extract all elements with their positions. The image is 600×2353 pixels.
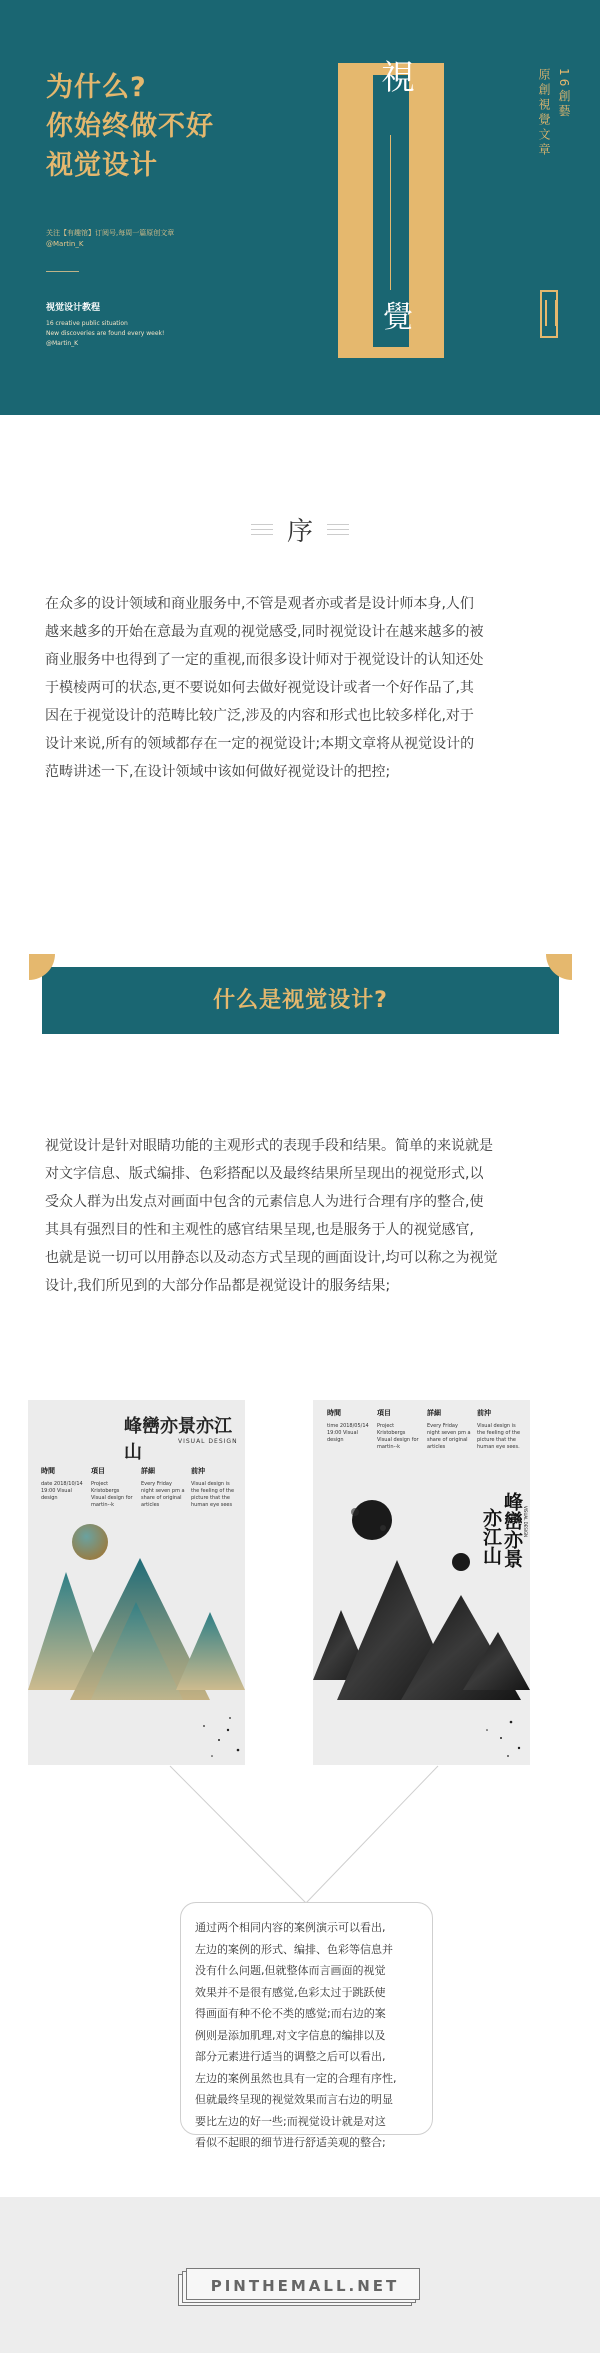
poster-column: [91, 1468, 135, 1509]
paragraph-line: 越来越多的开始在意最为直观的视觉感受,同时视觉设计在越来越多的被: [45, 624, 484, 640]
section-banner: [42, 967, 559, 1034]
course-info: [46, 300, 164, 349]
callout-line: 要比左边的好一些;而视觉设计就是对这: [195, 2114, 386, 2128]
column-head: 項目: [377, 1409, 391, 1417]
poster-vertical-title-1: 峰巒亦景: [501, 1492, 523, 1568]
column-body: date 2018/10/14 19:00 Visual design: [41, 1481, 83, 1501]
paragraph-line: 也就是说一切可以用静态以及动态方式呈现的画面设计,均可以称之为视觉: [45, 1250, 498, 1266]
callout-line: 通过两个相同内容的案例演示可以看出,: [195, 1921, 386, 1934]
paragraph-line: 设计来说,所有的领域都存在一定的视觉设计;本期文章将从视觉设计的: [45, 736, 475, 752]
hero-banner: [0, 0, 600, 415]
vertical-text-2: 原創視覺文章: [537, 68, 551, 158]
preface-title: 序: [286, 517, 313, 547]
poster-subtitle: VISUAL DESIGN: [178, 1438, 238, 1445]
paragraph-line: 范畴讲述一下,在设计领域中该如何做好视觉设计的把控;: [45, 764, 391, 780]
big-char-top: 視: [381, 58, 415, 98]
author-handle: @Martin_K: [46, 240, 84, 248]
vertical-text-1: 16創藝: [557, 68, 571, 120]
poster-right: [313, 1400, 530, 1765]
callout-box: [180, 1902, 433, 2149]
logo-text: PINTHEMALL.NET: [210, 2277, 400, 2295]
poster-column: [377, 1410, 421, 1451]
callout-line: 看似不起眼的细节进行舒适美观的整合;: [195, 2136, 386, 2149]
column-body: Every Friday night seven pm a share of original articles: [427, 1423, 471, 1450]
column-head: 詳細: [141, 1467, 155, 1475]
preface-heading: [0, 511, 600, 548]
callout-line: 效果并不是很有感觉,色彩太过于跳跃使: [195, 1985, 386, 1999]
big-char-bottom: 覺: [383, 300, 413, 335]
section-title: 什么是视觉设计?: [213, 988, 388, 1013]
paragraph-line: 视觉设计是针对眼睛功能的主观形式的表现手段和结果。简单的来说就是: [45, 1138, 493, 1154]
lines-decor-icon: [251, 524, 273, 535]
paragraph-line: 商业服务中也得到了一定的重视,而很多设计师对于视觉设计的认知还处: [45, 652, 484, 668]
paragraph-line: 其具有强烈目的性和主观性的感官结果呈现,也是服务于人的视觉感官,: [45, 1222, 474, 1238]
paragraph-line: 在众多的设计领域和商业服务中,不管是观者亦或者是设计师本身,人们: [45, 596, 474, 612]
poster-column: [477, 1410, 521, 1451]
lines-decor-icon: [327, 524, 349, 535]
paragraph-line: 对文字信息、版式编排、色彩搭配以及最终结果所呈现出的视觉形式,以: [45, 1166, 484, 1182]
callout-line: 但就最终呈现的视觉效果而言右边的明显: [195, 2093, 393, 2106]
section-paragraph: [45, 1132, 557, 1300]
column-body: time 2018/05/14 19:00 Visual design: [327, 1423, 369, 1443]
course-line: 16 creative public situation: [46, 320, 128, 327]
poster-column: [427, 1410, 471, 1451]
column-head: 前沖: [477, 1409, 491, 1417]
brand-logo-icon: [540, 290, 558, 338]
column-head: 詳細: [427, 1409, 441, 1417]
callout-line: 例则是添加肌理,对文字信息的编排以及: [195, 2028, 386, 2042]
course-title: 视觉设计教程: [46, 303, 101, 313]
poster-column: [141, 1468, 185, 1509]
hero-title-line-2: 你始终做不好: [46, 111, 214, 142]
footer: [0, 2197, 600, 2353]
hero-title-line-3: 视觉设计: [46, 150, 158, 181]
poster-column: [41, 1468, 85, 1502]
hero-title: [46, 68, 306, 185]
callout-connector-lines: [0, 1760, 600, 1910]
callout-line: 没有什么问题,但就整体而言画面的视觉: [195, 1964, 386, 1977]
course-line: New discoveries are found every week!: [46, 330, 165, 337]
column-head: 前沖: [191, 1467, 205, 1475]
paragraph-line: 设计,我们所见到的大部分作品都是视觉设计的服务结果;: [45, 1278, 391, 1294]
column-body: Project Kristobergs Visual design for martin--k: [91, 1481, 133, 1508]
paragraph-line: 受众人群为出发点对画面中包含的元素信息人为进行合理有序的整合,使: [45, 1194, 484, 1210]
hero-divider: [46, 271, 79, 272]
mountain-illustration: [313, 1400, 530, 1765]
pinthemall-logo[interactable]: [178, 2268, 420, 2306]
column-head: 時間: [41, 1467, 55, 1475]
column-body: Visual design is the feeling of the picture that the human eye sees: [191, 1481, 235, 1508]
paragraph-line: 于模棱两可的状态,更不要说如何去做好视觉设计或者一个好作品了,其: [45, 680, 474, 696]
preface-paragraph: [45, 590, 557, 786]
follow-text: 关注【有趣馆】订阅号,每周一篇原创文章: [46, 229, 175, 237]
hero-follow-text: [46, 228, 266, 250]
hero-title-line-1: 为什么?: [46, 72, 147, 103]
poster-left: [28, 1400, 245, 1765]
column-body: Project Kristobergs Visual design for martin--k: [377, 1423, 419, 1450]
poster-vertical-title-2: 亦江山: [480, 1508, 502, 1565]
column-body: Every Friday night seven pm a share of original articles: [141, 1481, 185, 1508]
callout-line: 得画面有种不伦不类的感觉;而右边的案: [195, 2007, 386, 2020]
poster-column: [327, 1410, 371, 1444]
poster-title: 峰巒亦景亦江山: [124, 1416, 232, 1463]
column-body: Visual design is the feeling of the picture that the human eye sees.: [477, 1423, 521, 1450]
callout-line: 左边的案例的形式、编排、色彩等信息并: [195, 1942, 393, 1956]
paragraph-line: 因在于视觉设计的范畴比较广泛,涉及的内容和形式也比较多样化,对于: [45, 708, 474, 724]
callout-line: 部分元素进行适当的调整之后可以看出,: [195, 2050, 386, 2063]
course-line: @Martin_K: [46, 340, 79, 347]
column-head: 項目: [91, 1467, 105, 1475]
callout-line: 左边的案例虽然也具有一定的合理有序性,: [195, 2071, 397, 2085]
column-head: 時間: [327, 1409, 341, 1417]
poster-tag: VISUAL DESIGN: [523, 1506, 528, 1538]
poster-column: [191, 1468, 235, 1509]
